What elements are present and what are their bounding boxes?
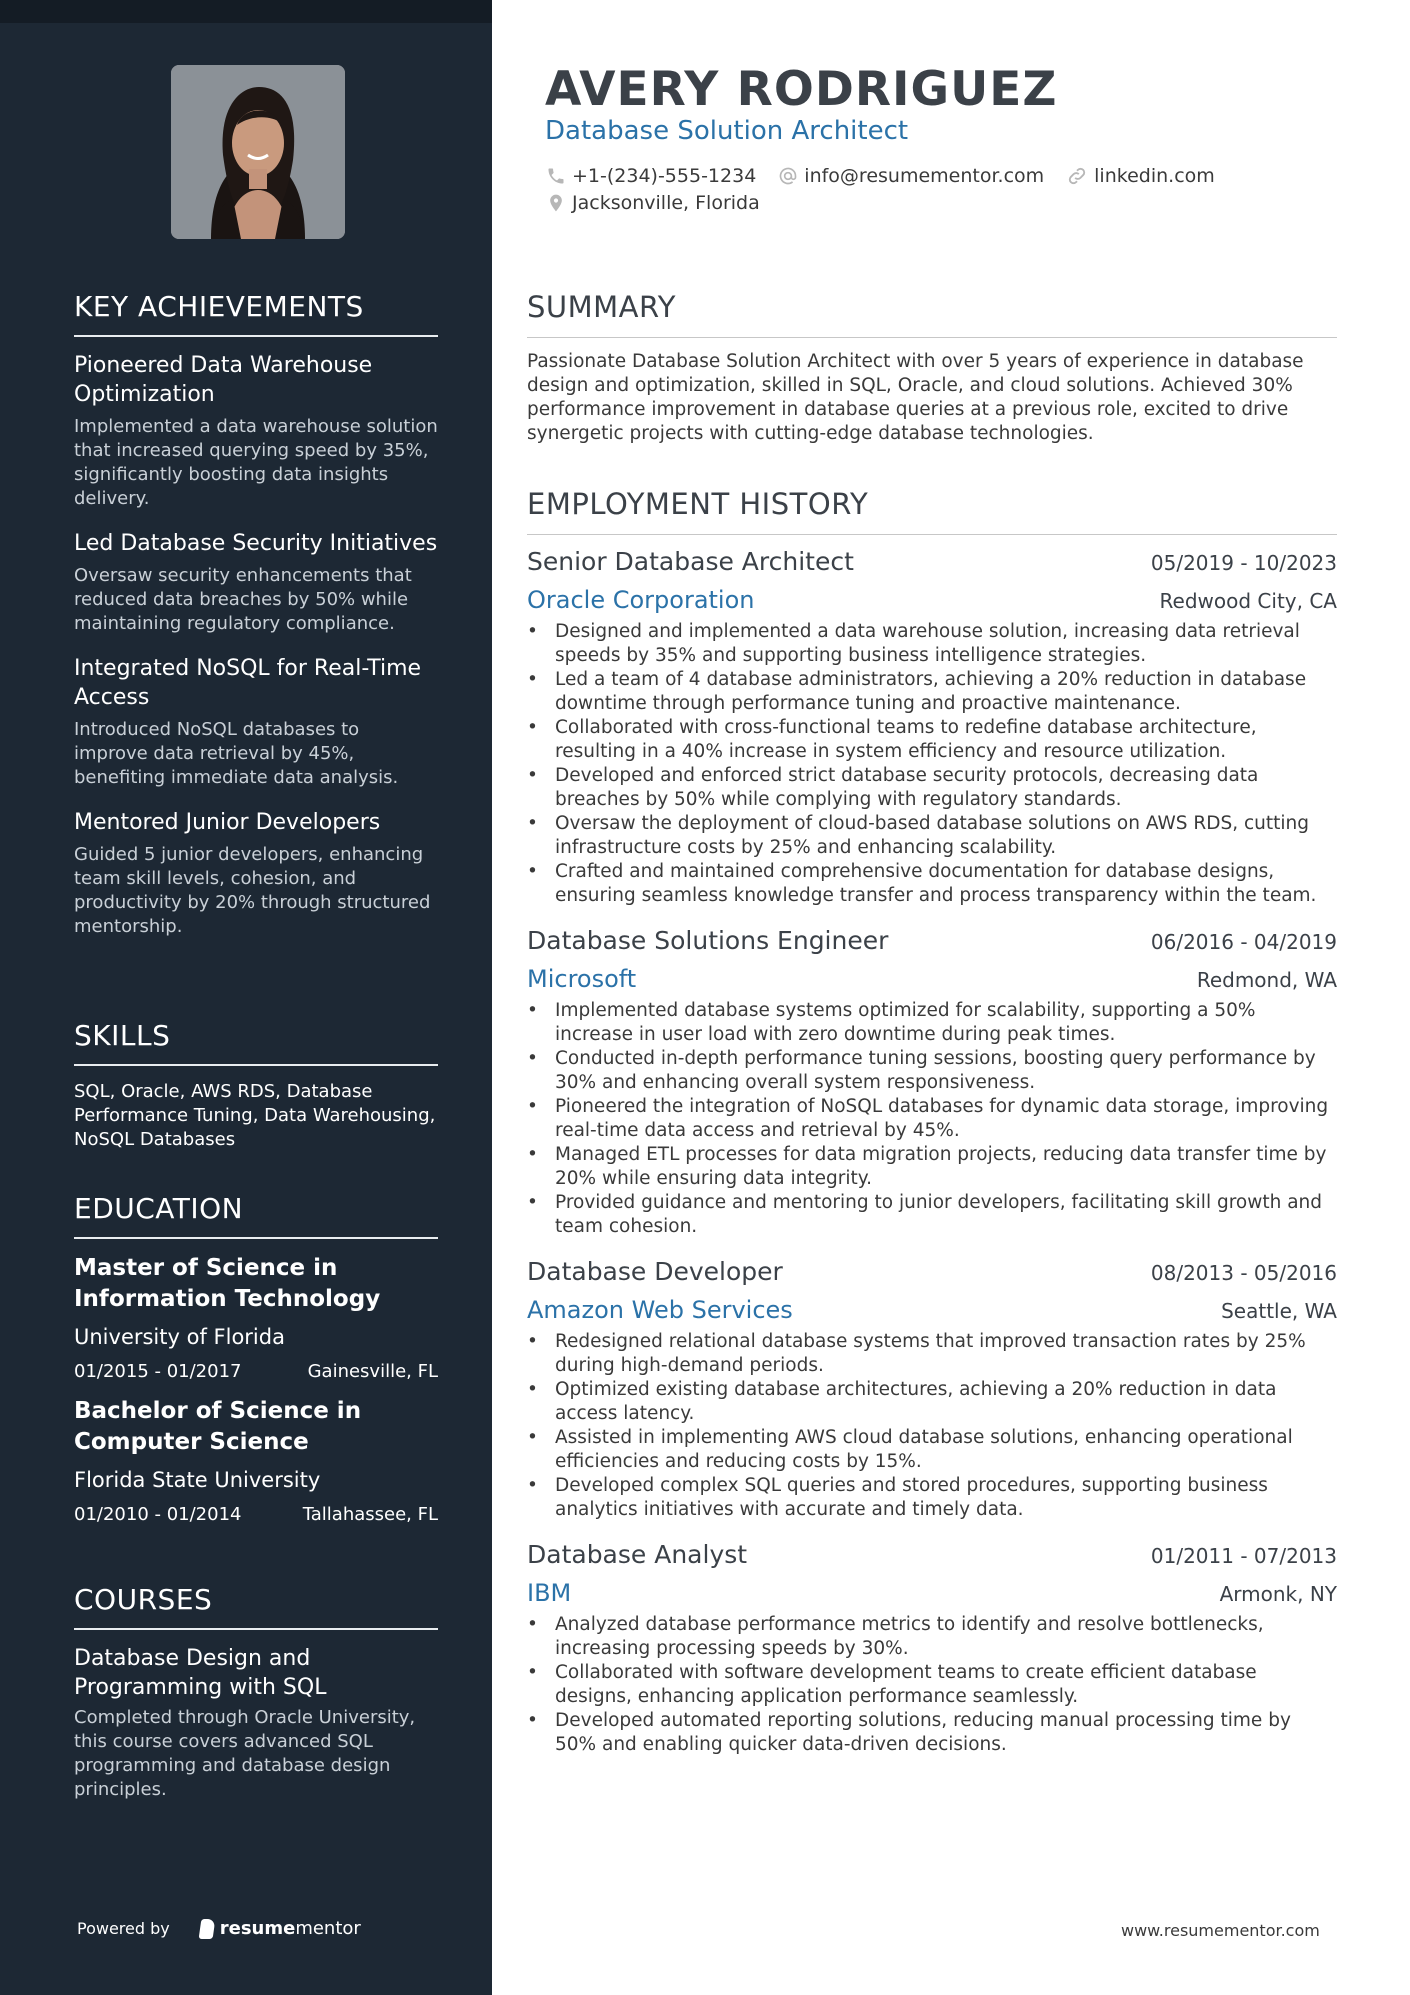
location-pin-icon — [546, 193, 566, 213]
skills-text: SQL, Oracle, AWS RDS, Database Performance Tuning, Data Warehousing, NoSQL Databases — [74, 1081, 436, 1150]
job-entry — [527, 926, 1337, 1239]
job-dates: 05/2019 - 10/2023 — [1150, 551, 1337, 575]
education-degree: Master of Science in Information Technology — [74, 1255, 381, 1312]
summary-section — [527, 290, 1337, 446]
education-school: Florida State University — [74, 1468, 321, 1492]
job-title: Senior Database Architect — [527, 547, 854, 576]
achievement-description: Oversaw security enhancements that reduced data breaches by 50% while maintaining regulatory compliance. — [74, 565, 412, 634]
linkedin-text: linkedin.com — [1094, 165, 1215, 187]
achievement-description: Guided 5 junior developers, enhancing team skill levels, cohesion, and productivity by 20% through structured mentorship. — [74, 844, 431, 937]
job-bullets — [527, 1330, 1337, 1522]
resumementor-logo[interactable] — [200, 1918, 361, 1939]
job-bullet: • Led a team of 4 database administrators, achieving a 20% reduction in database downtime through performance tuning and proactive maintenance. — [527, 668, 1337, 716]
achievement-item — [74, 808, 438, 939]
job-location: Redwood City, CA — [1159, 589, 1337, 613]
job-bullet: • Redesigned relational database systems that improved transaction rates by 25% during high-demand periods. — [527, 1330, 1337, 1378]
job-company: Oracle Corporation — [527, 586, 755, 614]
brand-bold: resume — [219, 1918, 296, 1939]
achievement-description: Implemented a data warehouse solution that increased querying speed by 35%, significantly boosting data insights delivery. — [74, 416, 438, 509]
email-text: info@resumementor.com — [804, 165, 1045, 187]
achievement-description: Introduced NoSQL databases to improve data retrieval by 45%, benefiting immediate data analysis. — [74, 719, 399, 788]
job-bullets — [527, 999, 1337, 1239]
job-bullet: • Developed and enforced strict database security protocols, decreasing data breaches by 50% while complying with regulatory standards. — [527, 764, 1337, 812]
resumementor-logo-icon — [198, 1919, 215, 1939]
job-bullets — [527, 1613, 1337, 1757]
education-location: Tallahassee, FL — [302, 1504, 438, 1525]
job-bullet: • Pioneered the integration of NoSQL databases for dynamic data storage, improving real-time data access and retrieval by 45%. — [527, 1095, 1337, 1143]
job-dates: 01/2011 - 07/2013 — [1150, 1544, 1337, 1568]
job-dates: 08/2013 - 05/2016 — [1150, 1261, 1337, 1285]
candidate-name: AVERY RODRIGUEZ — [545, 62, 1058, 117]
job-bullet: • Developed complex SQL queries and stored procedures, supporting business analytics initiatives with accurate and timely data. — [527, 1474, 1337, 1522]
profile-photo — [171, 65, 345, 239]
education-section — [74, 1192, 438, 1525]
achievement-item — [74, 351, 438, 511]
education-dates: 01/2010 - 01/2014 — [74, 1504, 242, 1525]
sidebar-top-band — [0, 0, 492, 23]
contact-phone[interactable] — [546, 165, 756, 187]
job-entry — [527, 547, 1337, 908]
job-bullet: • Analyzed database performance metrics to identify and resolve bottlenecks, increasing processing speeds by 30%. — [527, 1613, 1337, 1661]
candidate-role: Database Solution Architect — [545, 116, 909, 146]
contact-row — [546, 165, 1237, 187]
employment-section — [527, 487, 1337, 1757]
job-bullet: • Developed automated reporting solutions, reducing manual processing time by 50% and enabling quicker data-driven decisions. — [527, 1709, 1337, 1757]
skills-heading: SKILLS — [74, 1019, 438, 1066]
contact-email[interactable] — [778, 165, 1044, 187]
job-entry — [527, 1540, 1337, 1757]
job-location: Seattle, WA — [1221, 1299, 1337, 1323]
achievement-title: Led Database Security Initiatives — [74, 531, 438, 556]
brand-regular: mentor — [295, 1918, 361, 1939]
employment-heading: EMPLOYMENT HISTORY — [527, 487, 1337, 535]
job-dates: 06/2016 - 04/2019 — [1150, 930, 1337, 954]
education-degree: Bachelor of Science in Computer Science — [74, 1398, 362, 1455]
job-bullet: • Provided guidance and mentoring to junior developers, facilitating skill growth and team cohesion. — [527, 1191, 1337, 1239]
job-title: Database Developer — [527, 1257, 783, 1286]
key-achievements-section — [74, 290, 438, 939]
achievement-title: Pioneered Data Warehouse Optimization — [74, 353, 373, 407]
job-bullet: • Collaborated with cross-functional teams to redefine database architecture, resulting in a 40% increase in system efficiency and resource utilization. — [527, 716, 1337, 764]
job-company: Microsoft — [527, 965, 637, 993]
powered-by-label: Powered by — [77, 1919, 170, 1938]
job-title: Database Analyst — [527, 1540, 748, 1569]
education-item — [74, 1396, 438, 1525]
job-company: IBM — [527, 1579, 572, 1607]
achievement-item — [74, 529, 438, 636]
phone-icon — [546, 166, 566, 186]
achievement-title: Integrated NoSQL for Real-Time Access — [74, 656, 422, 710]
job-bullet: • Designed and implemented a data warehouse solution, increasing data retrieval speeds by 35% and supporting business intelligence strategies. — [527, 620, 1337, 668]
contact-linkedin[interactable] — [1066, 165, 1215, 187]
education-school: University of Florida — [74, 1325, 285, 1349]
education-item — [74, 1253, 438, 1382]
phone-text: +1-(234)-555-1234 — [572, 165, 757, 187]
key-achievements-heading: KEY ACHIEVEMENTS — [74, 290, 438, 337]
powered-by — [77, 1918, 361, 1939]
education-location: Gainesville, FL — [307, 1361, 438, 1382]
sidebar — [0, 0, 492, 1995]
education-heading: EDUCATION — [74, 1192, 438, 1239]
courses-heading: COURSES — [74, 1583, 438, 1630]
job-bullet: • Managed ETL processes for data migration projects, reducing data transfer time by 20% while ensuring data integrity. — [527, 1143, 1337, 1191]
course-title: Database Design and Programming with SQL — [74, 1646, 327, 1700]
footer-website[interactable]: www.resumementor.com — [1121, 1921, 1320, 1940]
job-bullet: • Assisted in implementing AWS cloud database solutions, enhancing operational efficiencies and reducing costs by 15%. — [527, 1426, 1337, 1474]
job-bullet: • Oversaw the deployment of cloud-based database solutions on AWS RDS, cutting infrastructure costs by 25% and enhancing scalability. — [527, 812, 1337, 860]
course-description: Completed through Oracle University, this course covers advanced SQL programming and database design principles. — [74, 1707, 416, 1800]
achievement-item — [74, 654, 438, 790]
job-bullet: • Conducted in-depth performance tuning sessions, boosting query performance by 30% and enhancing overall system responsiveness. — [527, 1047, 1337, 1095]
contact-row-2 — [546, 192, 782, 214]
job-location: Redmond, WA — [1196, 968, 1337, 992]
skills-section — [74, 1019, 438, 1152]
job-company: Amazon Web Services — [527, 1296, 793, 1324]
at-icon — [778, 166, 798, 186]
link-icon — [1066, 165, 1088, 187]
job-bullet: • Crafted and maintained comprehensive documentation for database designs, ensuring seamless knowledge transfer and process transparency within the team. — [527, 860, 1337, 908]
job-entry — [527, 1257, 1337, 1522]
contact-location — [546, 192, 760, 214]
job-title: Database Solutions Engineer — [527, 926, 889, 955]
location-text: Jacksonville, Florida — [572, 192, 760, 214]
job-bullet: • Optimized existing database architectures, achieving a 20% reduction in data access latency. — [527, 1378, 1337, 1426]
job-bullet: • Collaborated with software development teams to create efficient database designs, enhancing application performance seamlessly. — [527, 1661, 1337, 1709]
summary-heading: SUMMARY — [527, 290, 1337, 338]
job-location: Armonk, NY — [1219, 1582, 1337, 1606]
summary-text: Passionate Database Solution Architect with over 5 years of experience in database design and optimization, skilled in SQL, Oracle, and cloud solutions. Achieved 30% performance improvement in database queries at a previous role, excited to drive synergetic projects with cutting-edge database technologies. — [527, 351, 1304, 444]
education-dates: 01/2015 - 01/2017 — [74, 1361, 242, 1382]
portrait-illustration — [171, 65, 345, 239]
job-bullets — [527, 620, 1337, 908]
courses-section — [74, 1583, 438, 1802]
job-bullet: • Implemented database systems optimized for scalability, supporting a 50% increase in user load with zero downtime during peak times. — [527, 999, 1337, 1047]
achievement-title: Mentored Junior Developers — [74, 810, 381, 835]
